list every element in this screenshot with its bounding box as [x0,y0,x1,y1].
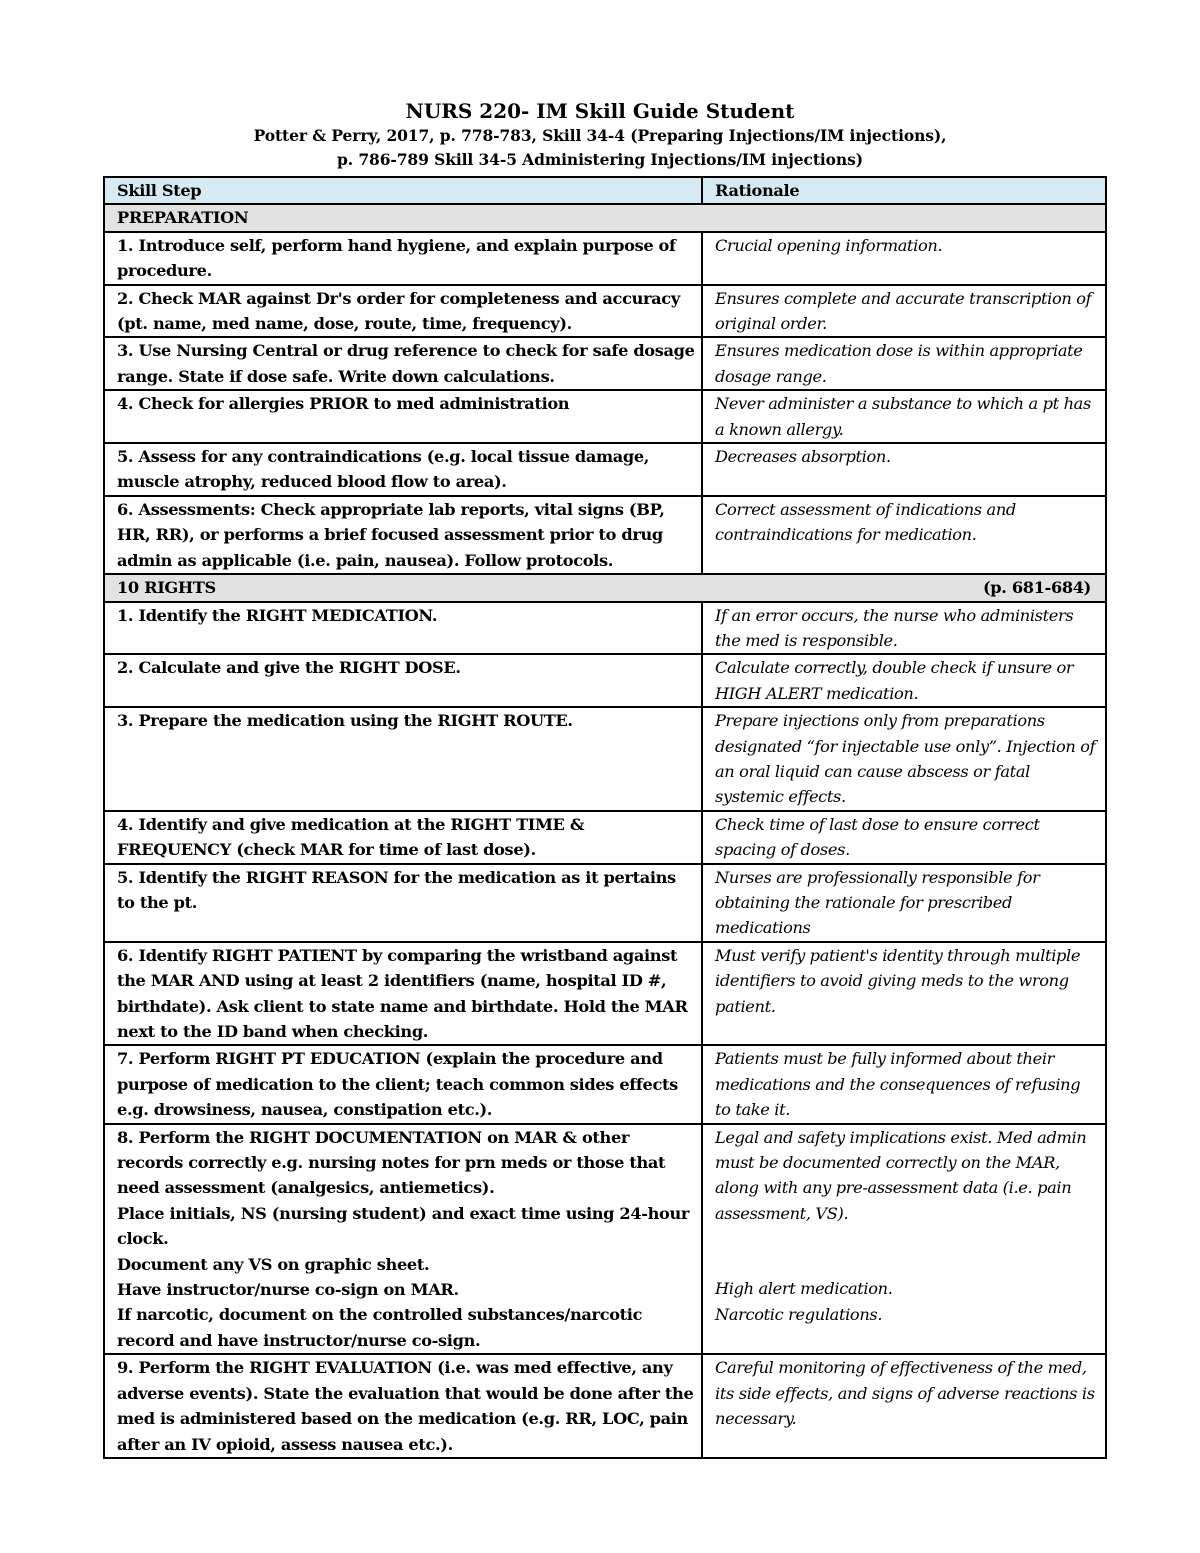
table-row [104,942,1106,1046]
step-cell: 6. Identify RIGHT PATIENT by comparing the wristband against the MAR AND using at least 2 identifiers (name, hospital ID #, birthdate). Ask client to state name and birthdate. Hold the MAR next to the ID band when checking. [104,942,702,1046]
step-cell: 4. Identify and give medication at the RIGHT TIME & FREQUENCY (check MAR for time of last dose). [104,811,702,864]
section-preparation [104,204,1106,231]
table-row [104,602,1106,655]
step-cell: 4. Check for allergies PRIOR to med administration [104,390,702,443]
step-line: 8. Perform the RIGHT DOCUMENTATION on MAR & other records correctly e.g. nursing notes for prn meds or those that need assessment (analgesics, antiemetics). [117,1127,666,1198]
step-cell: 2. Check MAR against Dr's order for completeness and accuracy (pt. name, med name, dose, route, time, frequency). [104,285,702,338]
rationale-cell: Decreases absorption. [702,443,1106,496]
table-row [104,654,1106,707]
rationale-cell: Must verify patient's identity through multiple identifiers to avoid giving meds to the wrong patient. [702,942,1106,1046]
rationale-line: High alert medication. [715,1279,893,1299]
table-row [104,443,1106,496]
document-header [0,98,1200,172]
table-row [104,864,1106,942]
table-row [104,1045,1106,1123]
table-row [104,337,1106,390]
section-10-rights [104,574,1106,601]
table-row [104,285,1106,338]
section-page-reference: (p. 681-684) [982,578,1091,598]
rationale-cell: Prepare injections only from preparations designated “for injectable use only”. Injection of an oral liquid can cause abscess or fatal systemic effects. [702,707,1106,811]
rationale-cell: Calculate correctly, double check if unsure or HIGH ALERT medication. [702,654,1106,707]
header-rationale: Rationale [702,177,1106,204]
step-line: Document any VS on graphic sheet. [117,1254,430,1274]
rationale-cell: Ensures complete and accurate transcription of original order. [702,285,1106,338]
table-row [104,707,1106,811]
section-label: 10 RIGHTS [117,578,216,598]
step-cell: 5. Assess for any contraindications (e.g. local tissue damage, muscle atrophy, reduced blood flow to area). [104,443,702,496]
rationale-cell: Nurses are professionally responsible for obtaining the rationale for prescribed medications [702,864,1106,942]
document-subtitle-line1: Potter & Perry, 2017, p. 778-783, Skill 34-4 (Preparing Injections/IM injections), [253,126,947,145]
document-title: NURS 220- IM Skill Guide Student [405,99,795,123]
rationale-cell: Patients must be fully informed about their medications and the consequences of refusing to take it. [702,1045,1106,1123]
step-cell: 2. Calculate and give the RIGHT DOSE. [104,654,702,707]
table-row [104,811,1106,864]
step-cell: 1. Introduce self, perform hand hygiene, and explain purpose of procedure. [104,232,702,285]
table-row [104,1354,1106,1458]
step-cell: 9. Perform the RIGHT EVALUATION (i.e. was med effective, any adverse events). State the evaluation that would be done after the med is administered based on the medication (e.g. RR, LOC, pain after an IV opioid, assess nausea etc.). [104,1354,702,1458]
step-line: Place initials, NS (nursing student) and exact time using 24-hour clock. [117,1203,690,1249]
table-row [104,390,1106,443]
table-row [104,1124,1106,1355]
step-cell: 3. Prepare the medication using the RIGHT ROUTE. [104,707,702,811]
rationale-cell: If an error occurs, the nurse who administers the med is responsible. [702,602,1106,655]
step-cell: 3. Use Nursing Central or drug reference to check for safe dosage range. State if dose safe. Write down calculations. [104,337,702,390]
document-subtitle-line2: p. 786-789 Skill 34-5 Administering Injections/IM injections) [337,150,863,169]
rationale-cell: Crucial opening information. [702,232,1106,285]
step-cell: 5. Identify the RIGHT REASON for the medication as it pertains to the pt. [104,864,702,942]
rationale-line: Narcotic regulations. [715,1304,883,1324]
table-header-row [104,177,1106,204]
section-label: PREPARATION [104,204,1106,231]
rationale-cell: Check time of last dose to ensure correct spacing of doses. [702,811,1106,864]
step-line: Have instructor/nurse co-sign on MAR. [117,1280,459,1300]
rationale-line: Legal and safety implications exist. Med admin must be documented correctly on the MAR, along with any pre-assessment data (i.e. pain assessment, VS). [715,1127,1087,1223]
section-header-cell [104,574,1106,601]
rationale-cell: Careful monitoring of effectiveness of the med, its side effects, and signs of adverse reactions is necessary. [702,1354,1106,1458]
table-row [104,232,1106,285]
rationale-cell: Ensures medication dose is within appropriate dosage range. [702,337,1106,390]
rationale-cell [702,1124,1106,1355]
step-cell [104,1124,702,1355]
rationale-cell: Correct assessment of indications and contraindications for medication. [702,496,1106,574]
step-cell: 7. Perform RIGHT PT EDUCATION (explain the procedure and purpose of medication to the client; teach common sides effects e.g. drowsiness, nausea, constipation etc.). [104,1045,702,1123]
rationale-cell: Never administer a substance to which a pt has a known allergy. [702,390,1106,443]
skill-guide-table [103,176,1107,1459]
header-skill-step: Skill Step [104,177,702,204]
step-line: If narcotic, document on the controlled substances/narcotic record and have instructor/nurse co-sign. [117,1305,643,1350]
table-row [104,496,1106,574]
rationale-spacer [715,1226,1099,1276]
step-cell: 1. Identify the RIGHT MEDICATION. [104,602,702,655]
step-cell: 6. Assessments: Check appropriate lab reports, vital signs (BP, HR, RR), or performs a brief focused assessment prior to drug admin as applicable (i.e. pain, nausea). Follow protocols. [104,496,702,574]
